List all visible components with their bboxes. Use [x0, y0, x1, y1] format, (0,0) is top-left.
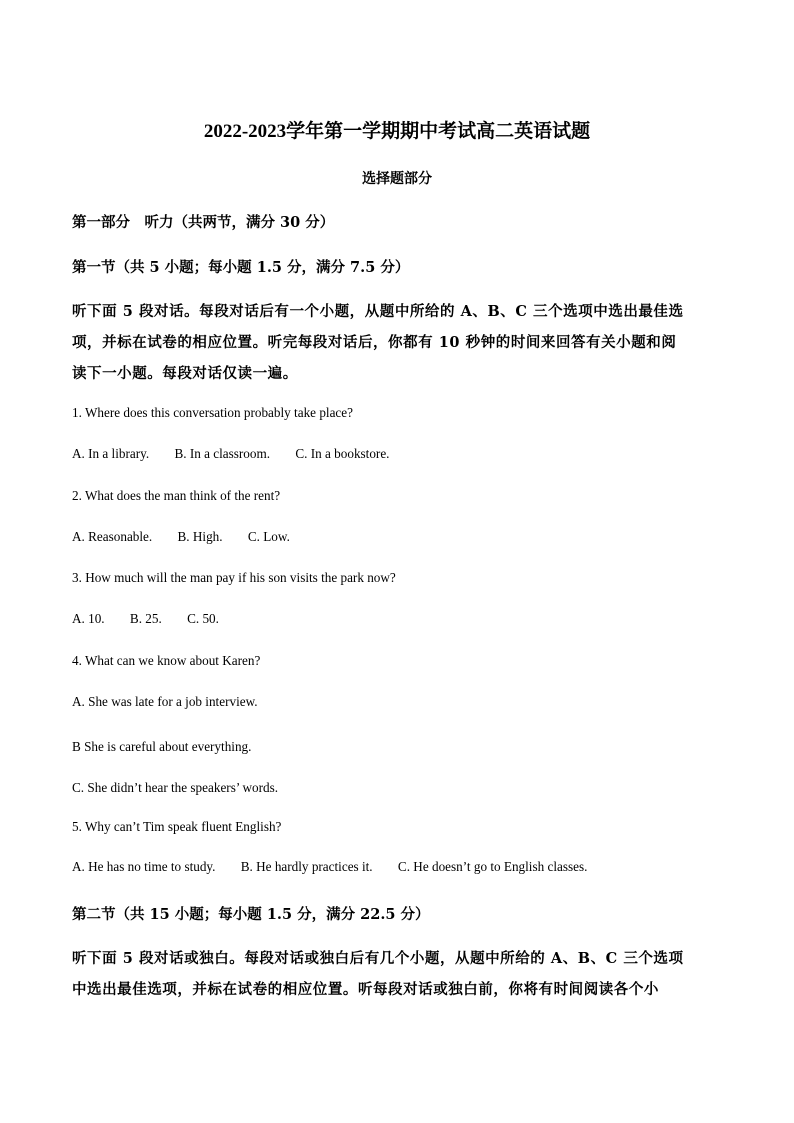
section-subtitle: 选择题部分	[362, 171, 432, 187]
option-a: A. Reasonable.	[72, 529, 153, 544]
section1-heading: 第一节（共 5 小题；每小题 1.5 分，满分 7.5 分）	[72, 259, 410, 276]
option-c: C. 50.	[187, 611, 219, 626]
option-c: C. She didn’t hear the speakers’ words.	[72, 780, 279, 795]
section2-instruction-line: 听下面 5 段对话或独白。每段对话或独白后有几个小题，从题中所给的 A、B、C 三个选项	[72, 950, 684, 967]
section1-instruction-line: 听下面 5 段对话。每段对话后有一个小题，从题中所给的 A、B、C 三个选项中选出最佳选	[72, 303, 684, 320]
option-b: B She is careful about everything.	[72, 739, 252, 754]
question-options	[72, 529, 312, 545]
option-b: B. In a classroom.	[174, 446, 271, 461]
question-stem: 1. Where does this conversation probably take place?	[72, 405, 353, 420]
option-a: A. He has no time to study.	[72, 859, 216, 874]
page-title: 2022-2023学年第一学期期中考试高二英语试题	[203, 121, 591, 142]
section1-instruction-line: 读下一小题。每段对话仅读一遍。	[72, 365, 298, 382]
question-options	[72, 611, 241, 627]
section1-instruction-line: 项，并标在试卷的相应位置。听完每段对话后，你都有 10 秒钟的时间来回答有关小题和阅	[72, 334, 677, 351]
option-b: B. He hardly practices it.	[240, 859, 373, 874]
option-a: A. 10.	[72, 611, 105, 626]
question-options	[72, 446, 411, 462]
section2-instruction-line: 中选出最佳选项，并标在试卷的相应位置。听每段对话或独白前，你将有时间阅读各个小	[72, 981, 659, 998]
section2-heading: 第二节（共 15 小题；每小题 1.5 分，满分 22.5 分）	[72, 906, 430, 923]
part1-heading: 第一部分 听力（共两节，满分 30 分）	[72, 214, 335, 231]
question-stem: 3. How much will the man pay if his son visits the park now?	[72, 570, 396, 585]
option-a: A. She was late for a job interview.	[72, 694, 258, 709]
option-b: B. 25.	[129, 611, 162, 626]
question-stem: 2. What does the man think of the rent?	[72, 488, 281, 503]
option-c: C. He doesn’t go to English classes.	[397, 859, 588, 874]
question-stem: 5. Why can’t Tim speak fluent English?	[72, 819, 282, 834]
option-a: A. In a library.	[72, 446, 150, 461]
option-b: B. High.	[177, 529, 223, 544]
question-options	[72, 859, 609, 875]
option-c: C. In a bookstore.	[295, 446, 390, 461]
option-c: C. Low.	[247, 529, 290, 544]
question-stem: 4. What can we know about Karen?	[72, 653, 261, 668]
